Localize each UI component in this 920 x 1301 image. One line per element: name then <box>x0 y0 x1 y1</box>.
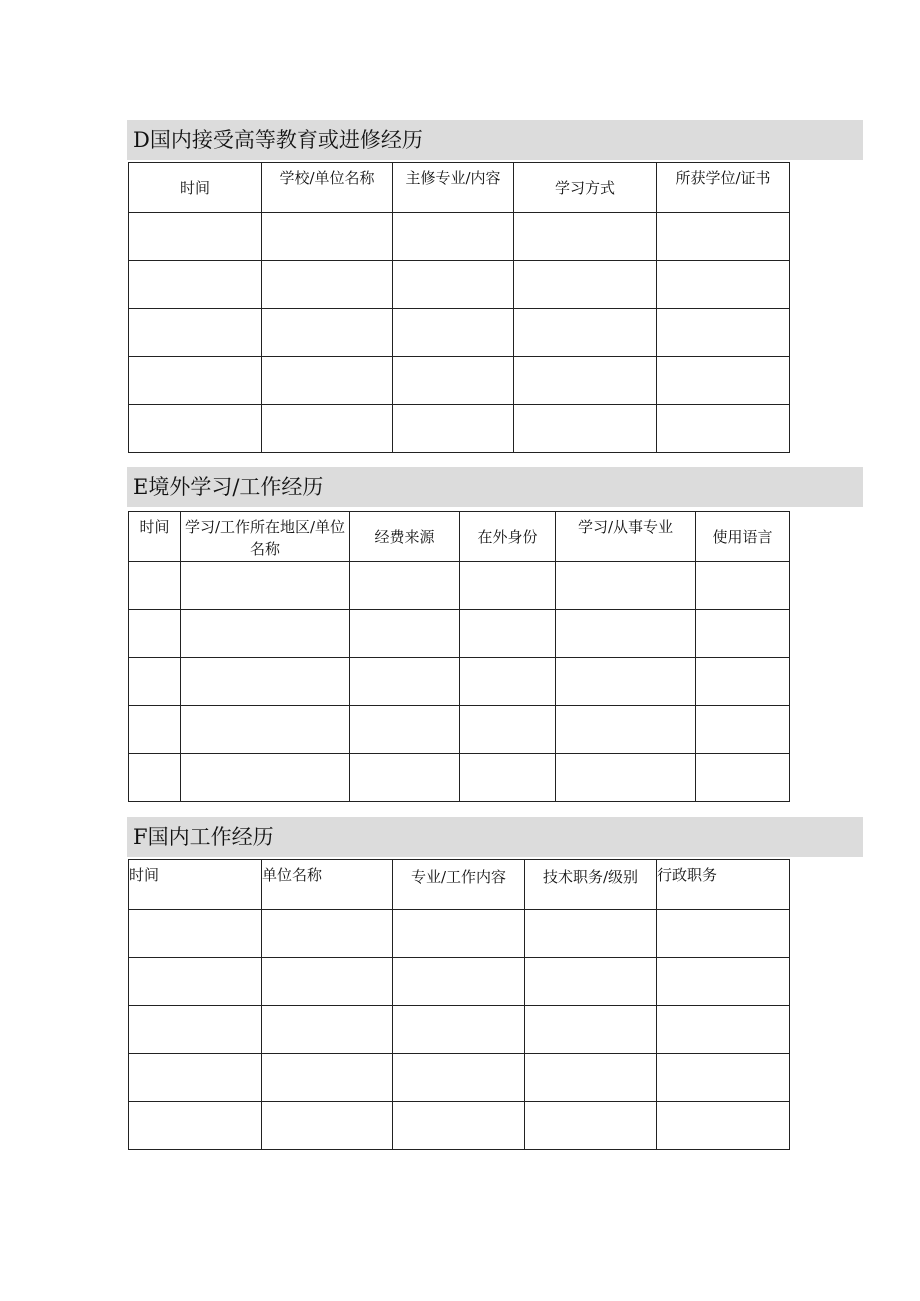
table-header-row <box>129 860 790 910</box>
table-cell[interactable] <box>129 1054 262 1102</box>
table-cell[interactable] <box>556 754 696 802</box>
table-cell[interactable] <box>525 910 657 958</box>
table-cell[interactable] <box>262 958 393 1006</box>
table-cell[interactable] <box>393 309 514 357</box>
table-cell[interactable] <box>460 658 556 706</box>
table-row <box>129 357 790 405</box>
header-cell: 专业/工作内容 <box>393 860 525 910</box>
table-cell[interactable] <box>696 706 790 754</box>
table-cell[interactable] <box>393 1006 525 1054</box>
table-cell[interactable] <box>262 1102 393 1150</box>
table-cell[interactable] <box>514 309 657 357</box>
table-cell[interactable] <box>556 706 696 754</box>
section-e-table <box>128 511 790 802</box>
table-row <box>129 213 790 261</box>
table-cell[interactable] <box>696 610 790 658</box>
header-cell: 单位名称 <box>262 860 393 910</box>
table-cell[interactable] <box>393 405 514 453</box>
table-cell[interactable] <box>393 1102 525 1150</box>
table-cell[interactable] <box>525 1006 657 1054</box>
table-cell[interactable] <box>181 658 350 706</box>
table-cell[interactable] <box>460 610 556 658</box>
header-cell: 时间 <box>129 512 181 562</box>
table-cell[interactable] <box>262 910 393 958</box>
table-cell[interactable] <box>393 910 525 958</box>
table-row <box>129 754 790 802</box>
table-cell[interactable] <box>129 1006 262 1054</box>
table-header-row <box>129 163 790 213</box>
table-cell[interactable] <box>350 562 460 610</box>
table-row <box>129 706 790 754</box>
table-cell[interactable] <box>556 610 696 658</box>
table-cell[interactable] <box>514 405 657 453</box>
table-cell[interactable] <box>393 1054 525 1102</box>
table-cell[interactable] <box>525 1102 657 1150</box>
table-cell[interactable] <box>393 213 514 261</box>
table-row <box>129 309 790 357</box>
table-cell[interactable] <box>262 309 393 357</box>
table-row <box>129 1102 790 1150</box>
table-cell[interactable] <box>129 405 262 453</box>
table-cell[interactable] <box>129 910 262 958</box>
header-cell: 学校/单位名称 <box>262 163 393 213</box>
table-cell[interactable] <box>129 213 262 261</box>
table-cell[interactable] <box>556 658 696 706</box>
section-d-table <box>128 162 790 453</box>
table-cell[interactable] <box>657 261 790 309</box>
table-header-row <box>129 512 790 562</box>
header-cell: 学习/从事专业 <box>556 512 696 562</box>
table-cell[interactable] <box>657 958 790 1006</box>
table-cell[interactable] <box>556 562 696 610</box>
table-cell[interactable] <box>181 754 350 802</box>
header-cell: 所获学位/证书 <box>657 163 790 213</box>
section-f-title: F国内工作经历 <box>127 817 863 857</box>
table-cell[interactable] <box>657 213 790 261</box>
table-cell[interactable] <box>129 706 181 754</box>
table-cell[interactable] <box>350 754 460 802</box>
table-cell[interactable] <box>129 1102 262 1150</box>
table-cell[interactable] <box>460 754 556 802</box>
table-cell[interactable] <box>262 1054 393 1102</box>
table-cell[interactable] <box>514 357 657 405</box>
table-row <box>129 562 790 610</box>
table-cell[interactable] <box>393 958 525 1006</box>
header-cell: 行政职务 <box>657 860 790 910</box>
header-cell: 使用语言 <box>696 512 790 562</box>
table-row <box>129 610 790 658</box>
table-row <box>129 261 790 309</box>
table-row <box>129 910 790 958</box>
table-cell[interactable] <box>696 754 790 802</box>
table-cell[interactable] <box>262 261 393 309</box>
table-cell[interactable] <box>657 1006 790 1054</box>
table-cell[interactable] <box>262 405 393 453</box>
table-cell[interactable] <box>262 357 393 405</box>
table-cell[interactable] <box>657 309 790 357</box>
table-cell[interactable] <box>460 562 556 610</box>
table-cell[interactable] <box>657 1054 790 1102</box>
table-cell[interactable] <box>657 910 790 958</box>
table-cell[interactable] <box>393 357 514 405</box>
header-cell: 学习/工作所在地区/单位名称 <box>181 512 350 562</box>
table-cell[interactable] <box>350 658 460 706</box>
section-d-title: D国内接受高等教育或进修经历 <box>127 120 863 160</box>
table-cell[interactable] <box>657 1102 790 1150</box>
table-row <box>129 1054 790 1102</box>
table-cell[interactable] <box>181 610 350 658</box>
table-cell[interactable] <box>181 562 350 610</box>
table-row <box>129 405 790 453</box>
table-cell[interactable] <box>696 658 790 706</box>
header-cell: 时间 <box>129 860 262 910</box>
header-cell: 时间 <box>129 163 262 213</box>
table-cell[interactable] <box>514 213 657 261</box>
table-cell[interactable] <box>657 357 790 405</box>
section-e-title: E境外学习/工作经历 <box>127 467 863 507</box>
table-cell[interactable] <box>350 706 460 754</box>
table-cell[interactable] <box>129 754 181 802</box>
table-cell[interactable] <box>181 706 350 754</box>
table-row <box>129 958 790 1006</box>
table-cell[interactable] <box>129 658 181 706</box>
header-cell: 学习方式 <box>514 163 657 213</box>
table-cell[interactable] <box>129 309 262 357</box>
table-cell[interactable] <box>514 261 657 309</box>
header-cell: 在外身份 <box>460 512 556 562</box>
table-cell[interactable] <box>393 261 514 309</box>
header-cell: 主修专业/内容 <box>393 163 514 213</box>
table-cell[interactable] <box>350 610 460 658</box>
table-row <box>129 1006 790 1054</box>
table-cell[interactable] <box>262 1006 393 1054</box>
table-cell[interactable] <box>460 706 556 754</box>
table-row <box>129 658 790 706</box>
table-cell[interactable] <box>262 213 393 261</box>
table-cell[interactable] <box>525 1054 657 1102</box>
section-f-table <box>128 859 790 1150</box>
table-cell[interactable] <box>525 958 657 1006</box>
table-cell[interactable] <box>129 261 262 309</box>
header-cell: 技术职务/级别 <box>525 860 657 910</box>
header-cell: 经费来源 <box>350 512 460 562</box>
table-cell[interactable] <box>129 562 181 610</box>
table-cell[interactable] <box>696 562 790 610</box>
table-cell[interactable] <box>657 405 790 453</box>
table-cell[interactable] <box>129 610 181 658</box>
table-cell[interactable] <box>129 357 262 405</box>
table-cell[interactable] <box>129 958 262 1006</box>
